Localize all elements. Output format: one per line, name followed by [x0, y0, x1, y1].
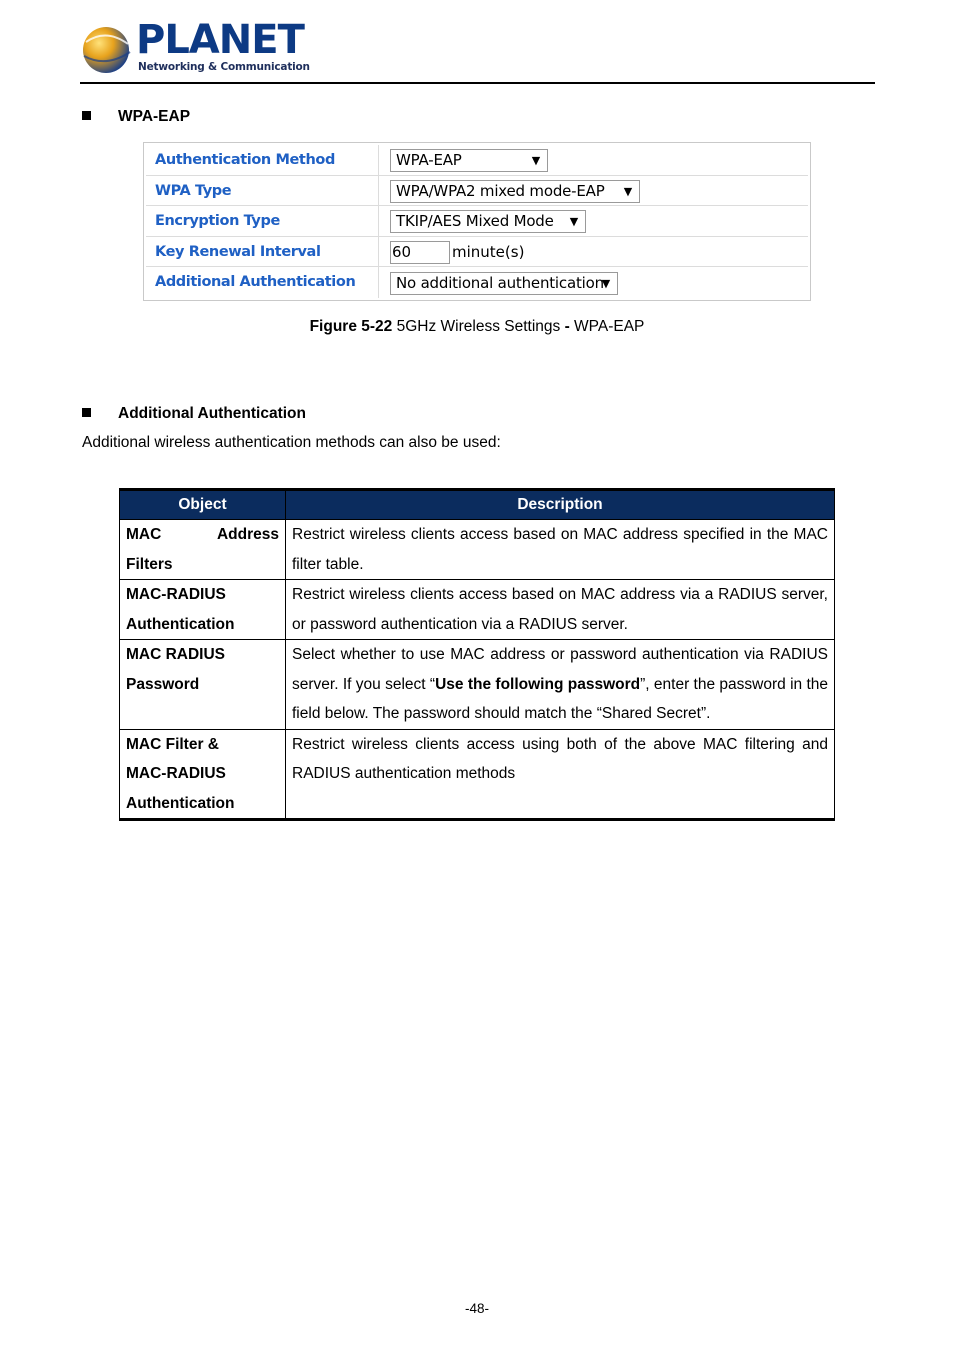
object-text: Authentication	[126, 794, 235, 812]
dropdown-arrow-icon: ▼	[601, 277, 610, 291]
key-renewal-unit: minute(s)	[452, 242, 525, 261]
figure-caption	[0, 318, 954, 336]
description-bold-text: Use the following password	[435, 675, 641, 693]
object-cell	[120, 729, 286, 820]
additional-auth-value: No additional authentication	[396, 274, 604, 293]
object-text: MAC	[126, 526, 162, 543]
auth-method-value: WPA-EAP	[396, 151, 462, 169]
object-text: Filters	[126, 555, 173, 573]
dropdown-arrow-icon: ▼	[531, 154, 540, 167]
figure-number: Figure 5-22	[309, 318, 393, 335]
object-text: MAC-RADIUS	[126, 765, 226, 782]
figure-dash: -	[564, 318, 570, 335]
section-heading-wpa-eap	[82, 108, 190, 126]
description-text: ”, enter the password in the field below. The password should match the “Shared Secret”.	[292, 675, 829, 722]
object-text: Address	[216, 526, 279, 543]
wpa-type-label: WPA Type	[149, 176, 379, 206]
object-text: Password	[126, 675, 200, 693]
table-header-row	[120, 490, 835, 520]
settings-row-wpa-type	[146, 176, 808, 207]
dropdown-arrow-icon: ▼	[569, 215, 578, 229]
object-cell	[120, 640, 286, 730]
section-heading-additional-auth	[82, 405, 306, 423]
dropdown-arrow-icon: ▼	[623, 184, 632, 198]
description-cell: Restrict wireless clients access using both of the above MAC filtering and RADIUS authentication methods	[286, 729, 835, 820]
auth-method-label: Authentication Method	[149, 145, 379, 175]
table-row	[120, 520, 835, 580]
wpa-type-value: WPA/WPA2 mixed mode-EAP	[396, 181, 605, 200]
square-bullet-icon	[82, 408, 91, 417]
description-cell: Restrict wireless clients access based on MAC address via a RADIUS server, or password authentication via a RADIUS server.	[286, 580, 835, 640]
wpa-eap-settings-panel	[143, 142, 811, 301]
key-renewal-label: Key Renewal Interval	[149, 237, 379, 267]
column-header-object: Object	[120, 490, 286, 520]
figure-title-a: 5GHz Wireless Settings	[392, 318, 565, 335]
wpa-type-select[interactable]	[390, 180, 640, 203]
globe-icon	[80, 22, 132, 76]
encryption-type-select[interactable]	[390, 210, 586, 233]
auth-method-select[interactable]	[390, 149, 548, 172]
key-renewal-input[interactable]: 60	[390, 241, 450, 264]
additional-auth-label: Additional Authentication	[149, 267, 379, 298]
table-row	[120, 580, 835, 640]
description-cell: Restrict wireless clients access based on MAC address specified in the MAC filter table.	[286, 520, 835, 580]
settings-row-encryption-type	[146, 206, 808, 237]
additional-auth-table	[119, 488, 835, 821]
section-heading-text: Additional Authentication	[118, 405, 306, 422]
table-row	[120, 640, 835, 730]
table-row	[120, 729, 835, 820]
object-cell	[120, 580, 286, 640]
description-cell	[286, 640, 835, 730]
page-number: -48-	[464, 1301, 489, 1316]
object-text: MAC Filter &	[126, 735, 219, 753]
object-cell	[120, 520, 286, 580]
brand-name: PLANET	[136, 17, 304, 63]
section-heading-text: WPA-EAP	[118, 108, 191, 125]
header-divider	[80, 82, 875, 84]
square-bullet-icon	[82, 111, 91, 120]
additional-auth-select[interactable]	[390, 272, 618, 295]
column-header-description: Description	[286, 490, 835, 520]
brand-tagline: Networking & Communication	[138, 61, 310, 73]
encryption-type-label: Encryption Type	[149, 206, 379, 236]
object-text: MAC RADIUS	[126, 646, 226, 663]
settings-row-additional-auth	[146, 267, 808, 298]
settings-row-auth-method	[146, 145, 808, 176]
planet-logo	[80, 17, 310, 78]
encryption-type-value: TKIP/AES Mixed Mode	[396, 212, 554, 231]
intro-paragraph: Additional wireless authentication methods can also be used:	[82, 434, 501, 451]
description-text: Select whether to use MAC address or password authentication via RADIUS server. If you select “	[292, 646, 828, 693]
figure-title-b: WPA-EAP	[569, 318, 645, 335]
settings-row-key-renewal	[146, 237, 808, 268]
object-text: MAC-RADIUS	[126, 586, 226, 603]
object-text: Authentication	[126, 615, 235, 633]
